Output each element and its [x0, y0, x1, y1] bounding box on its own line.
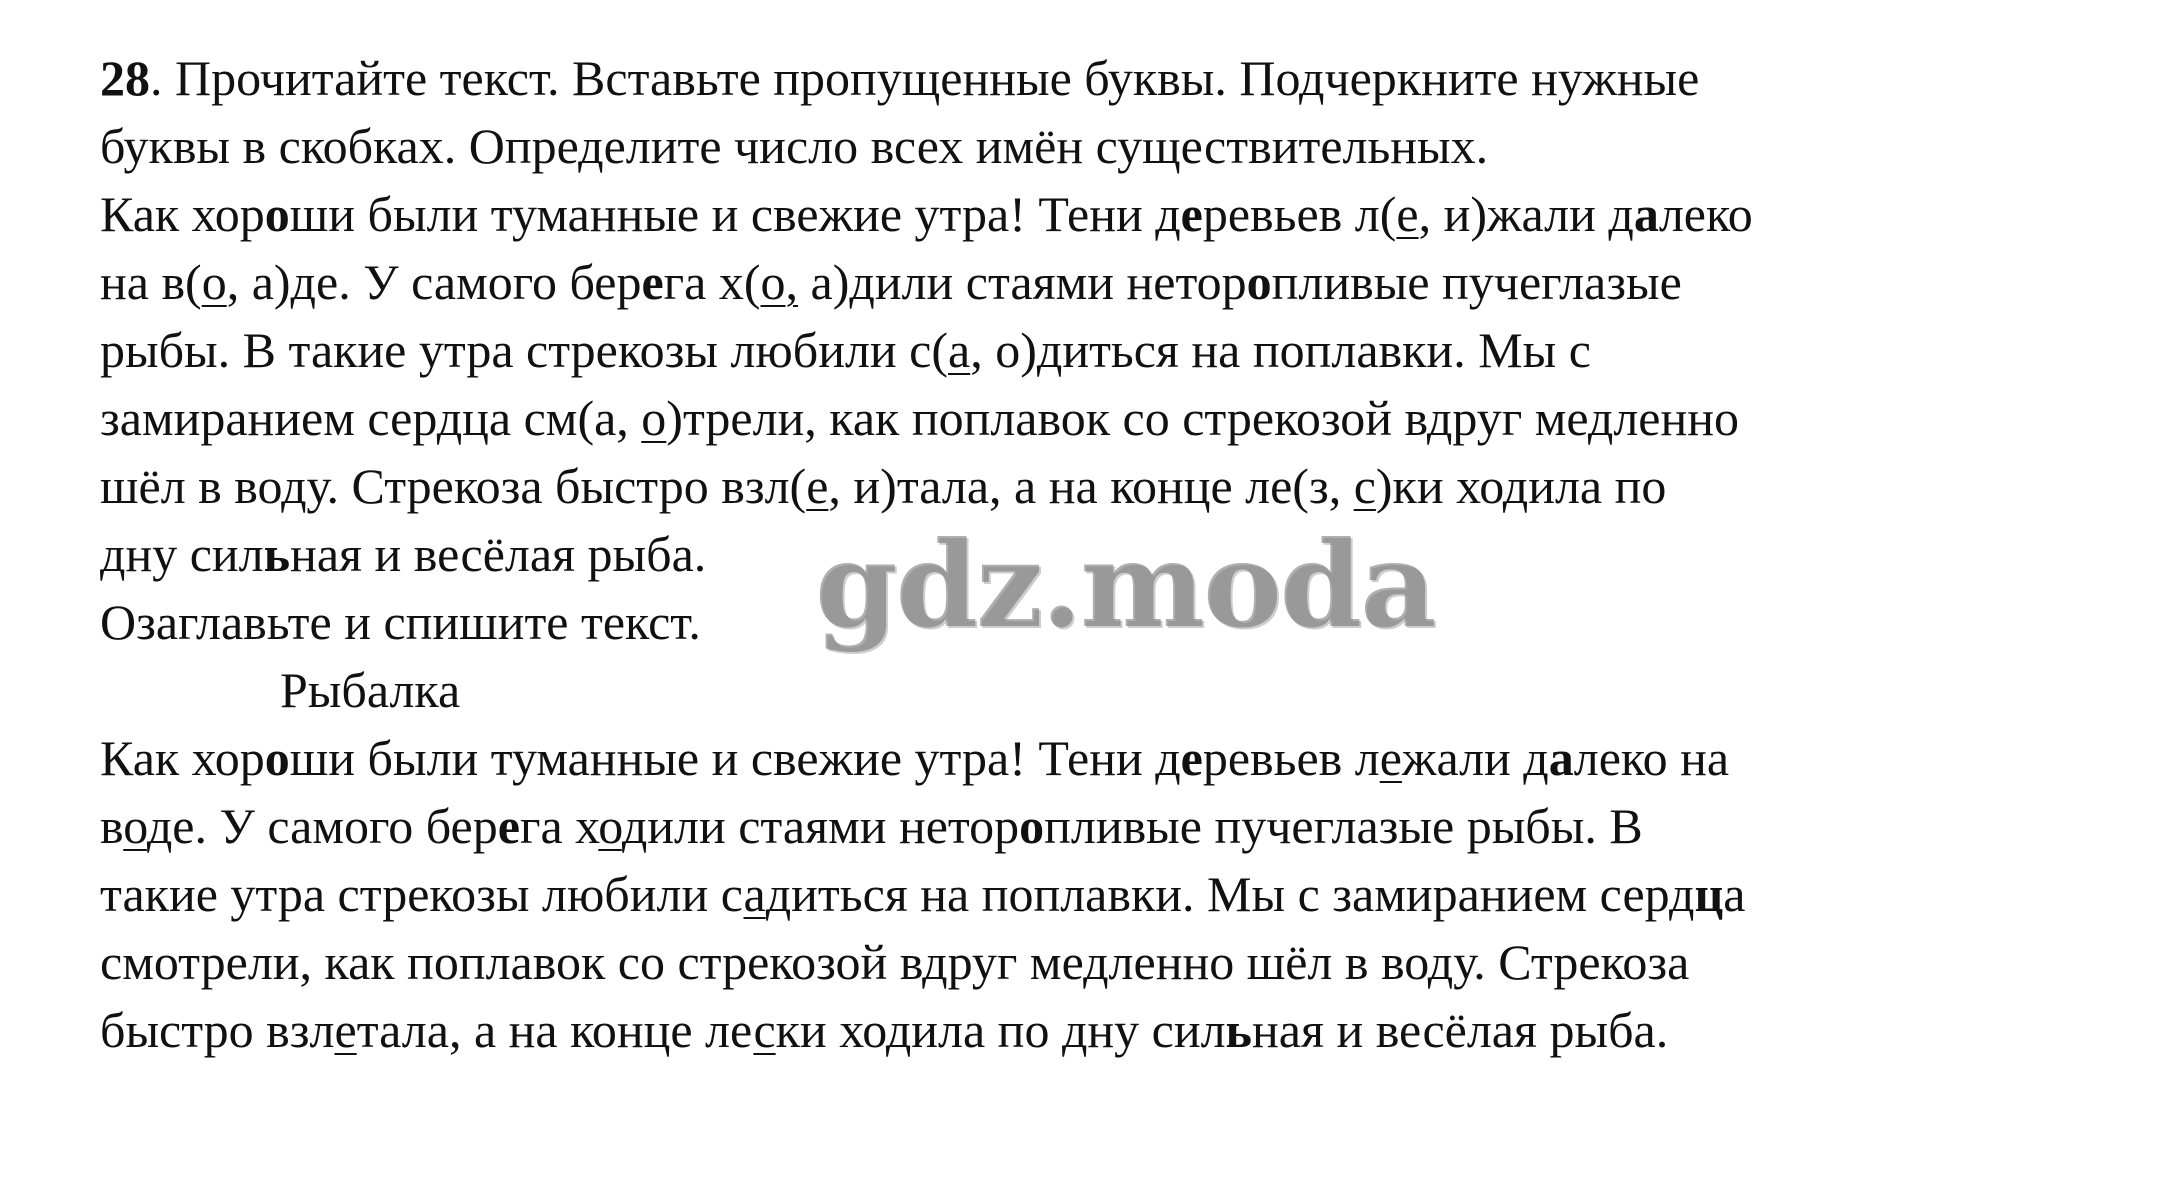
- underlined-letter: а: [743, 866, 766, 922]
- answer-line-1: [100, 730, 1729, 786]
- task-number: 28: [100, 50, 150, 106]
- copy-instruction: [100, 594, 701, 650]
- exercise-line-2: [100, 254, 1682, 310]
- text-fragment: смотрели, как поплавок со стрекозой вдруг медленно шёл в воду. Стрекоза: [100, 934, 1690, 990]
- text-fragment: леко на: [1573, 730, 1730, 786]
- text-fragment: на в(: [100, 254, 202, 310]
- underlined-letter: о,: [760, 254, 799, 310]
- underlined-letter: е: [806, 458, 829, 514]
- answer-line-3: [100, 866, 1745, 922]
- underlined-letter: о: [641, 390, 667, 446]
- text-fragment: Озаглавьте и спишите текст.: [100, 594, 701, 650]
- text-fragment: леко: [1658, 186, 1753, 242]
- underlined-letter: с: [1353, 458, 1376, 514]
- text-fragment: замиранием сердца см(а,: [100, 390, 642, 446]
- text-fragment: тала, а на конце ле: [356, 1002, 754, 1058]
- underlined-letter: о: [598, 798, 622, 854]
- task-instruction-line-1: [100, 50, 1699, 106]
- text-fragment: Как хор: [100, 730, 265, 786]
- task-instruction-text: буквы в скобках. Определите число всех имён существительных.: [100, 118, 1489, 174]
- highlighted-letter: а: [1548, 730, 1574, 786]
- highlighted-letter: е: [1180, 186, 1203, 242]
- text-fragment: пливые пучеглазые рыбы. В: [1044, 798, 1643, 854]
- text-fragment: , о)диться на поплавки. Мы с: [970, 322, 1591, 378]
- underlined-letter: о: [123, 798, 147, 854]
- text-fragment: ная и весёлая рыба.: [1252, 1002, 1669, 1058]
- exercise-line-1: [100, 186, 1753, 242]
- underlined-letter: е: [1379, 730, 1402, 786]
- highlighted-letter: е: [1180, 730, 1203, 786]
- text-fragment: в: [100, 798, 124, 854]
- text-fragment: шёл в воду. Стрекоза быстро взл(: [100, 458, 807, 514]
- text-fragment: диться на поплавки. Мы с замиранием серд: [765, 866, 1695, 922]
- text-fragment: дну сил: [100, 526, 264, 582]
- text-fragment: дили стаями нетор: [621, 798, 1020, 854]
- highlighted-letter: е: [497, 798, 520, 854]
- underlined-letter: е: [1396, 186, 1419, 242]
- text-fragment: га х(: [663, 254, 761, 310]
- text-fragment: )ки ходила по: [1375, 458, 1667, 514]
- underlined-letter: е: [334, 1002, 357, 1058]
- answer-line-2: [100, 798, 1643, 854]
- highlighted-letter: о: [1246, 254, 1272, 310]
- answer-title: [280, 662, 460, 718]
- text-fragment: , а)де. У самого бер: [226, 254, 642, 310]
- text-fragment: ревьев л: [1202, 730, 1380, 786]
- text-fragment: ревьев л(: [1202, 186, 1397, 242]
- text-fragment: )трели, как поплавок со стрекозой вдруг медленно: [666, 390, 1739, 446]
- exercise-line-5: [100, 458, 1666, 514]
- text-fragment: ши были туманные и свежие утра! Тени д: [289, 730, 1181, 786]
- text-fragment: жали д: [1401, 730, 1549, 786]
- answer-line-5: [100, 1002, 1668, 1058]
- text-fragment: такие утра стрекозы любили с: [100, 866, 744, 922]
- task-instruction-text: . Прочитайте текст. Вставьте пропущенные буквы. Подчеркните нужные: [150, 50, 1700, 106]
- exercise-line-4: [100, 390, 1739, 446]
- text-fragment: Рыбалка: [280, 662, 461, 718]
- text-fragment: , и)тала, а на конце ле(з,: [828, 458, 1354, 514]
- text-fragment: пливые пучеглазые: [1271, 254, 1682, 310]
- text-fragment: а)дили стаями нетор: [798, 254, 1247, 310]
- underlined-letter: о: [201, 254, 227, 310]
- answer-line-4: [100, 934, 1689, 990]
- text-fragment: га х: [519, 798, 599, 854]
- highlighted-letter: ь: [263, 526, 291, 582]
- text-fragment: ши были туманные и свежие утра! Тени д: [289, 186, 1181, 242]
- highlighted-letter: е: [641, 254, 664, 310]
- highlighted-letter: ь: [1225, 1002, 1252, 1058]
- text-fragment: ная и весёлая рыба.: [290, 526, 707, 582]
- highlighted-letter: о: [264, 186, 290, 242]
- text-fragment: рыбы. В такие утра стрекозы любили с(: [100, 322, 949, 378]
- text-fragment: а: [1723, 866, 1746, 922]
- underlined-letter: с: [753, 1002, 776, 1058]
- exercise-line-3: [100, 322, 1591, 378]
- text-fragment: де. У самого бер: [146, 798, 498, 854]
- text-fragment: Как хор: [100, 186, 265, 242]
- text-fragment: ки ходила по дну сил: [775, 1002, 1226, 1058]
- highlighted-letter: о: [264, 730, 290, 786]
- watermark: gdz.moda: [815, 515, 1435, 654]
- highlighted-letter: а: [1633, 186, 1659, 242]
- exercise-line-6: [100, 526, 706, 582]
- text-fragment: быстро взл: [100, 1002, 335, 1058]
- task-instruction-line-2: [100, 118, 1488, 174]
- text-fragment: , и)жали д: [1418, 186, 1634, 242]
- highlighted-letter: о: [1019, 798, 1045, 854]
- underlined-letter: а: [948, 322, 971, 378]
- highlighted-letter: ц: [1694, 866, 1724, 922]
